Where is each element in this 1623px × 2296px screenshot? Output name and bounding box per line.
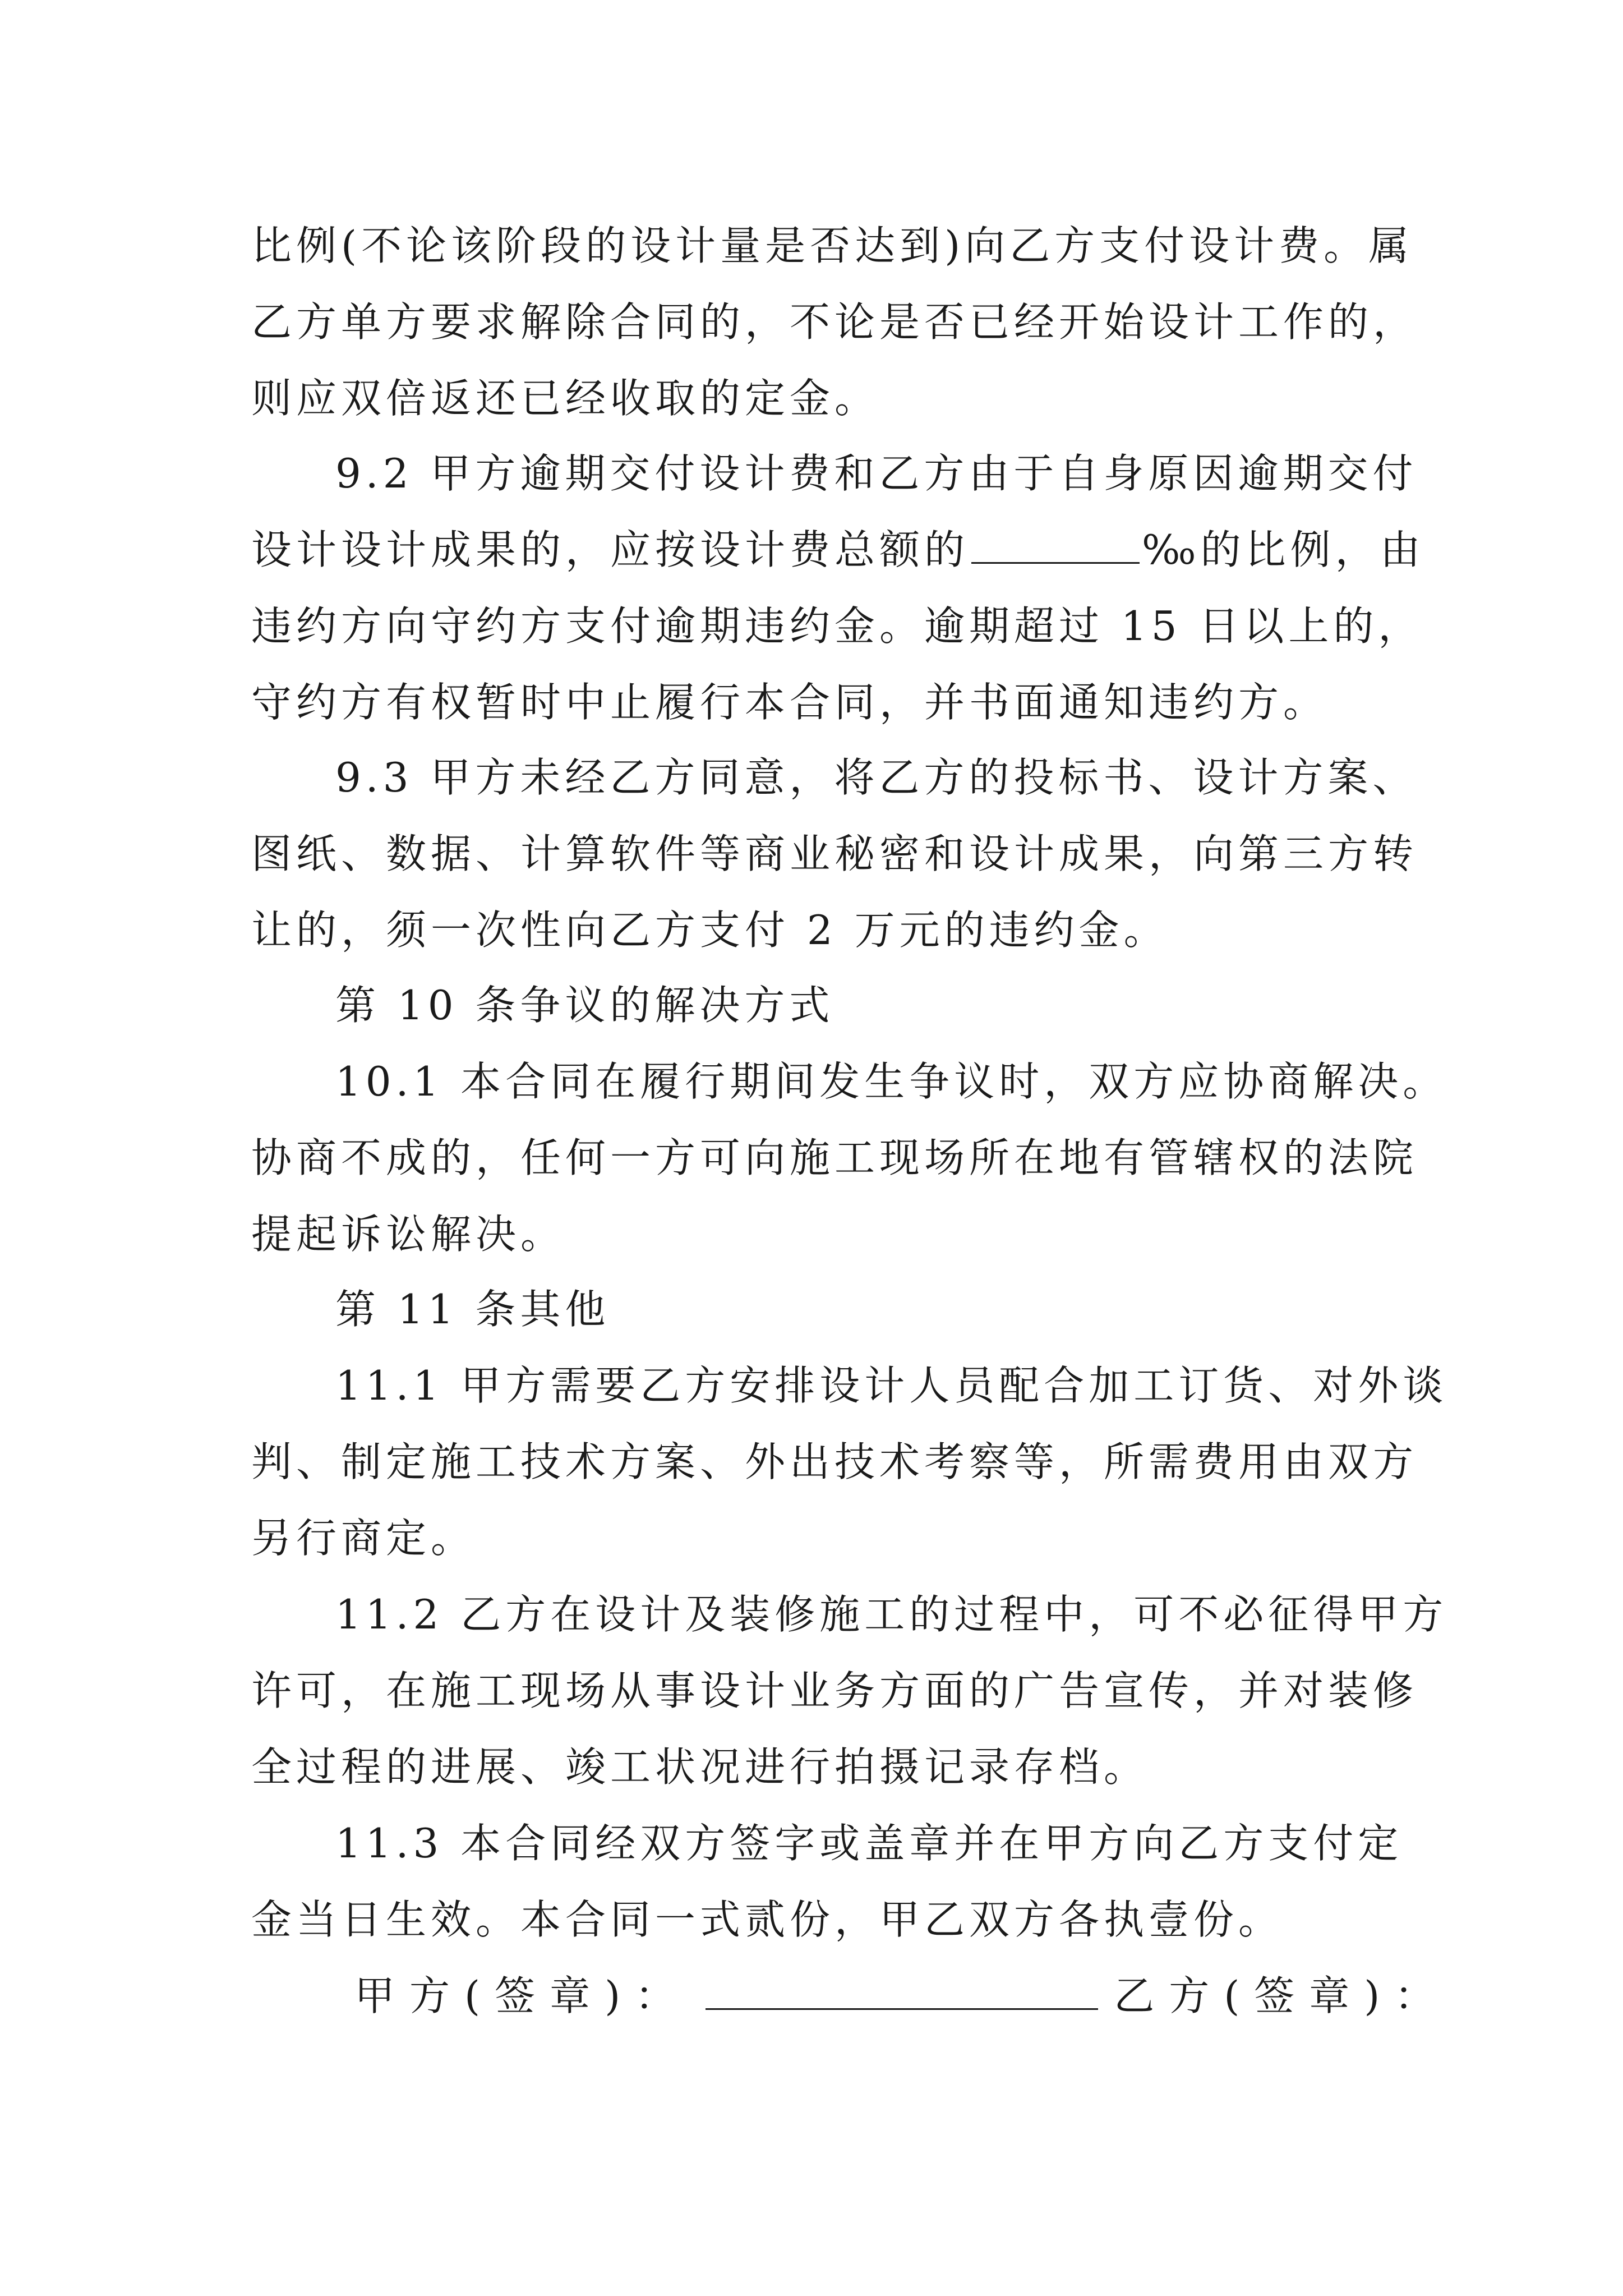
- paragraph-line: 比例(不论该阶段的设计量是否达到)向乙方支付设计费。属: [251, 222, 1414, 269]
- paragraph-line: 全过程的进展、竣工状况进行拍摄记录存档。: [251, 1743, 1149, 1791]
- paragraph-line: 违约方向守约方支付逾期违约金。逾期超过 15 日以上的，: [251, 602, 1423, 650]
- signature-blank: [706, 2001, 1098, 2010]
- paragraph-line: 图纸、数据、计算软件等商业秘密和设计成果，向第三方转: [251, 830, 1418, 877]
- clause-11-2-line: 11.2 乙方在设计及装修施工的过程中，可不必征得甲方: [335, 1591, 1448, 1638]
- paragraph-line: 提起诉讼解决。: [251, 1211, 566, 1258]
- party-b-signature-label: 乙方(签章)：: [1114, 1972, 1450, 2019]
- clause-11-3-line: 11.3 本合同经双方签字或盖章并在甲方向乙方支付定: [335, 1820, 1403, 1867]
- paragraph-line: 让的，须一次性向乙方支付 2 万元的违约金。: [251, 907, 1169, 954]
- paragraph-line: 守约方有权暂时中止履行本合同，并书面通知违约方。: [251, 679, 1329, 726]
- fill-in-blank: [971, 555, 1140, 564]
- clause-9-2-line: 9.2 甲方逾期交付设计费和乙方由于自身原因逾期交付: [335, 450, 1418, 497]
- article-10-heading: 第 10 条争议的解决方式: [335, 982, 834, 1029]
- paragraph-line: 许可，在施工现场从事设计业务方面的广告宣传，并对装修: [251, 1667, 1418, 1714]
- party-a-signature-label: 甲方(签章)：: [354, 1972, 690, 2019]
- text-segment: 设计设计成果的，应按设计费总额的: [251, 526, 970, 573]
- paragraph-line: 金当日生效。本合同一式贰份，甲乙双方各执壹份。: [251, 1896, 1284, 1943]
- paragraph-line: 另行商定。: [251, 1515, 476, 1562]
- paragraph-line: 则应双倍返还已经收取的定金。: [251, 375, 880, 422]
- paragraph-line: 判、制定施工技术方案、外出技术考察等，所需费用由双方: [251, 1438, 1418, 1485]
- paragraph-line: [251, 523, 1425, 577]
- paragraph-line: 协商不成的，任何一方可向施工现场所在地有管辖权的法院: [251, 1134, 1418, 1181]
- clause-10-1-line: 10.1 本合同在履行期间发生争议时，双方应协商解决。: [335, 1058, 1448, 1105]
- article-11-heading: 第 11 条其他: [335, 1286, 610, 1333]
- clause-9-3-line: 9.3 甲方未经乙方同意，将乙方的投标书、设计方案、: [335, 754, 1418, 801]
- paragraph-line: 乙方单方要求解除合同的，不论是否已经开始设计工作的，: [251, 298, 1418, 346]
- signature-line: [354, 1969, 1450, 2023]
- clause-11-1-line: 11.1 甲方需要乙方安排设计人员配合加工订货、对外谈: [335, 1362, 1448, 1409]
- text-segment: ‰的比例，由: [1142, 526, 1425, 573]
